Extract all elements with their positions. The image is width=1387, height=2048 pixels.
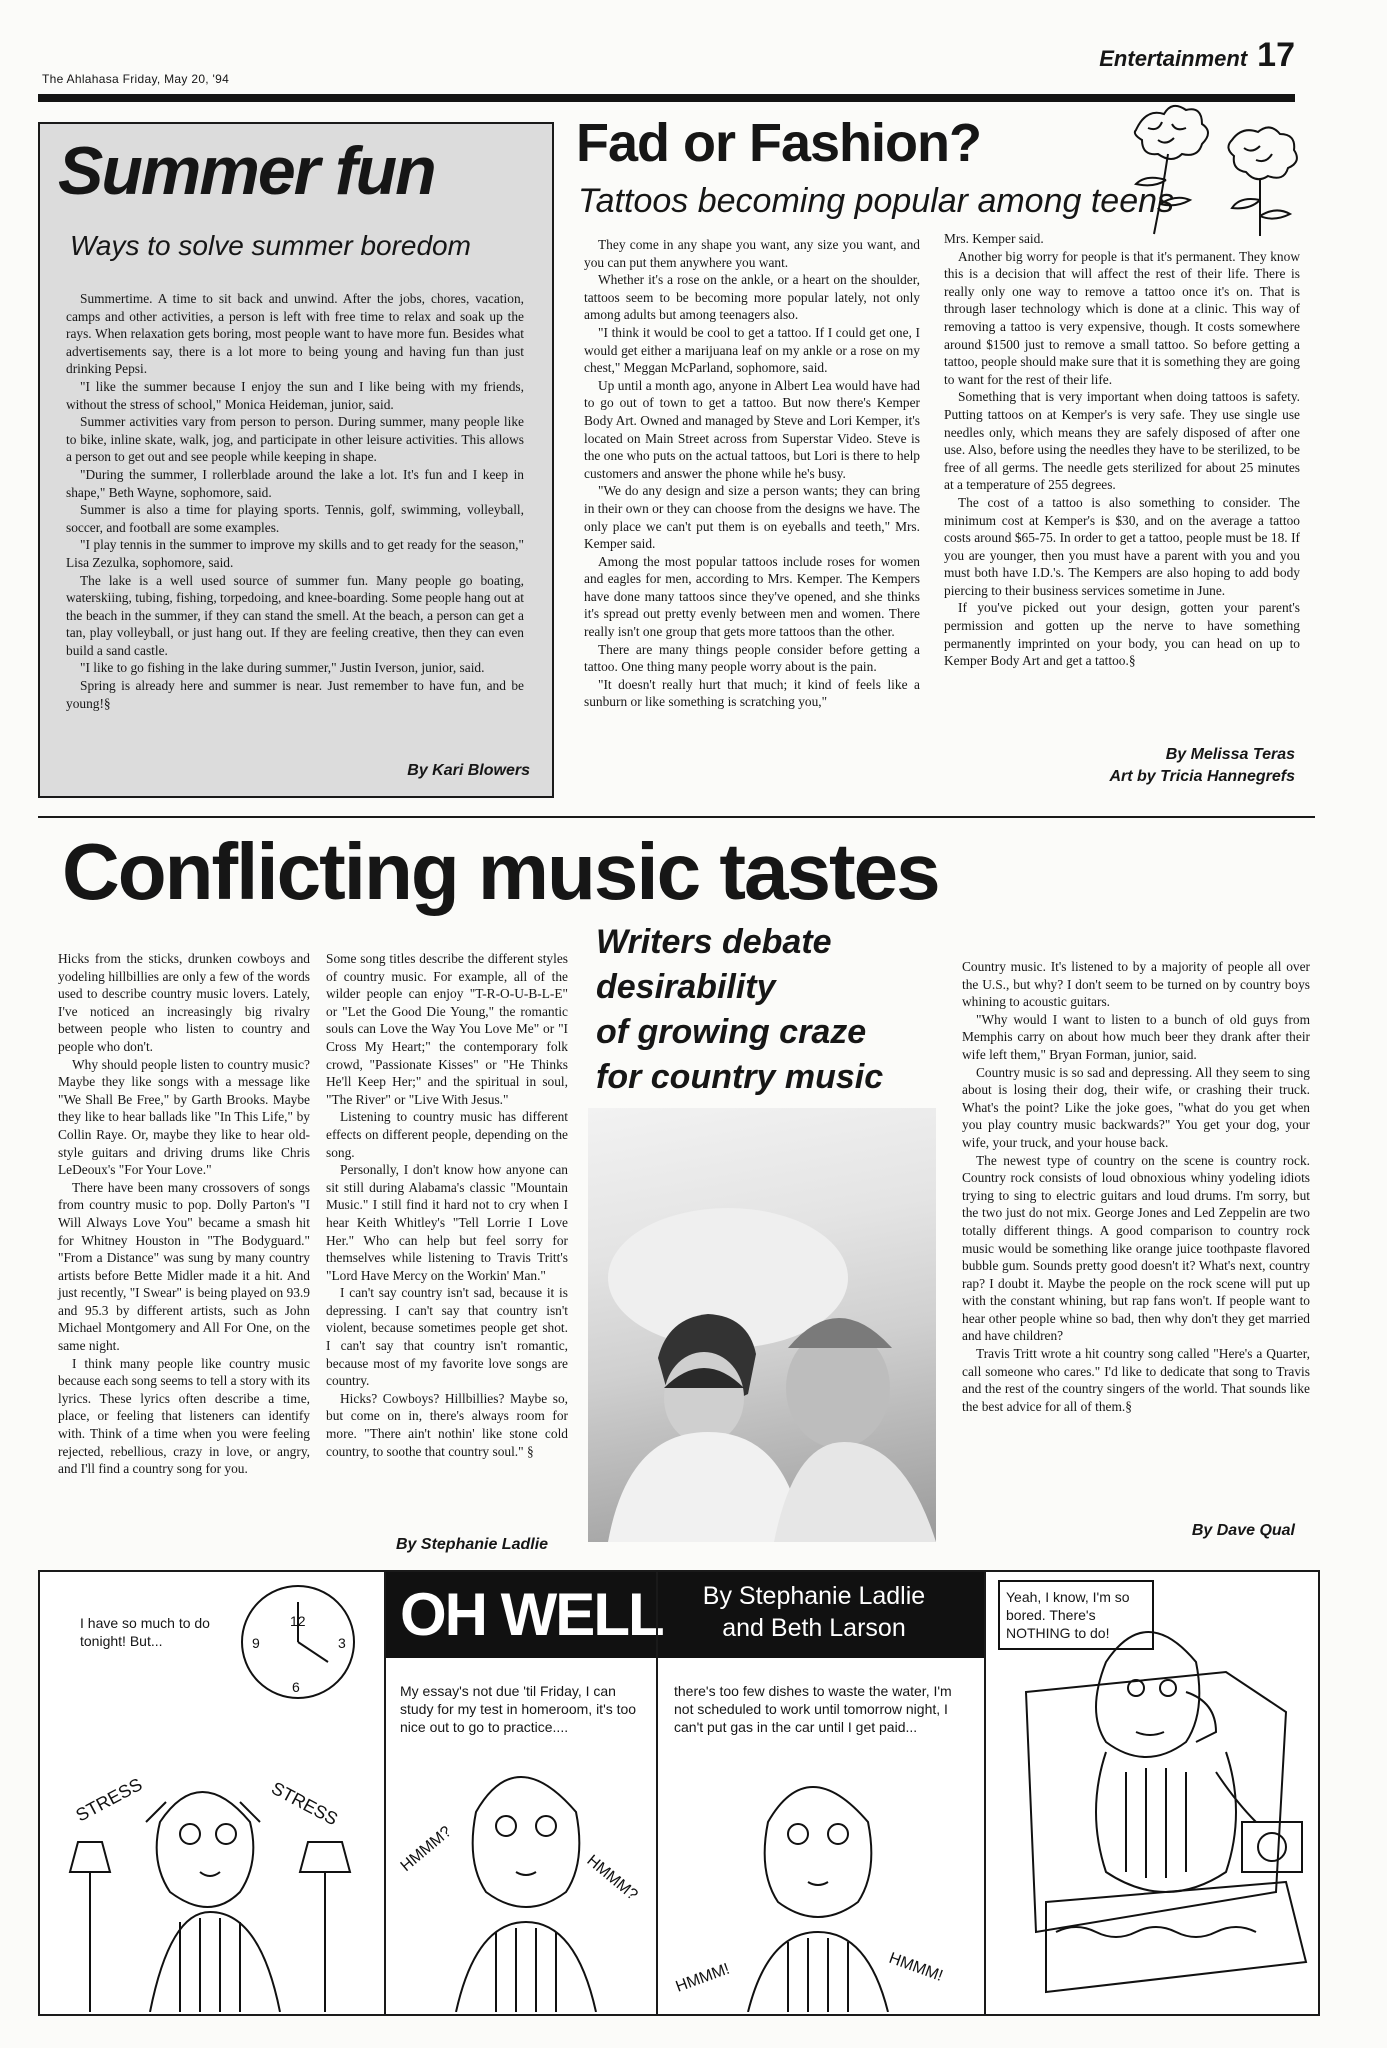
students-photo: [588, 1108, 936, 1542]
hmm-exclaim-left: HMMM!: [673, 1960, 732, 1996]
paragraph: Country music. It's listened to by a majority of people all over the U.S., but why? I don't seem to be turned on by country boys whining to acoustic guitars.: [962, 959, 1310, 1010]
summer-fun-title: Summer fun: [58, 133, 435, 209]
paragraph: Hicks from the sticks, drunken cowboys and yodeling hillbillies are only a few of the words used to describe country music lovers. Lately, I've noticed an increasingly big rivalry between people who listen to country and people who don't.: [58, 951, 310, 1054]
paragraph: "I think it would be cool to get a tattoo. If I could get one, I would get either a marijuana leaf on my ankle or a rose on my chest," Meggan McParland, sophomore, said.: [584, 324, 920, 376]
stressed-girl-drawing: [40, 1572, 386, 2012]
clock-6: 6: [292, 1679, 300, 1695]
deck-line: Writers debate: [596, 923, 832, 961]
music-byline-1: By Stephanie Ladlie: [396, 1536, 549, 1553]
hmm-exclaim-right: HMMM!: [886, 1949, 946, 1985]
stress-sfx-left: STRESS: [72, 1774, 146, 1826]
stress-sfx-right: STRESS: [268, 1777, 342, 1830]
paragraph: Country music is so sad and depressing. All they seem to sing about is losing their dog, their wife, or crashing their truck. What's the point? Like the joke goes, "what do you get when you play country music backwards?" You get your dog, your wife, your truck, and your house back.: [962, 1064, 1310, 1150]
paragraph: Mrs. Kemper said.: [944, 231, 1044, 246]
masthead-left: The Ahlahasa Friday, May 20, '94: [42, 72, 230, 86]
paragraph: "It doesn't really hurt that much; it kind of feels like a sunburn or like something is scratching you,": [584, 676, 920, 710]
paragraph: Another big worry for people is that it's permanent. They know this is a decision that will affect the rest of their life. There is really only one way to remove a tattoo once it's on. That is through laser technology which is done at a clinic. This way of removing a tattoo is very expensive, though. It costs somewhere around $1500 just to remove a small tattoo. So before getting a tattoo, people should make sure that it is something they are going to want for the rest of their life.: [944, 248, 1300, 387]
comic-caption-2: My essay's not due 'til Friday, I can study for my test in homeroom, it's too nice out to go to practice....: [400, 1683, 637, 1735]
deck-line: desirability: [596, 968, 776, 1006]
paragraph: There have been many crossovers of songs from country music to pop. Dolly Parton's "I Will Always Love You" became a smash hit for Whitney Houston in "The Bodyguard." "From a Distance" was sung by many country artists before Bette Midler made it a hit. And just recently, "I Swear" is being played on 93.9 and 95.3 by different artists, such as John Michael Montgomery and All For One, on the same night.: [58, 1179, 310, 1354]
clock-12: 12: [290, 1613, 306, 1629]
deck-line: for country music: [596, 1058, 884, 1096]
paragraph: Listening to country music has different effects on different people, depending on the song.: [326, 1109, 568, 1160]
summer-fun-subtitle: Ways to solve summer boredom: [70, 230, 471, 261]
section-name: Entertainment: [1099, 46, 1248, 71]
hmm-sfx-left: HMMM?: [397, 1823, 455, 1876]
music-title: Conflicting music tastes: [62, 827, 939, 916]
tattoo-title: Fad or Fashion?: [576, 113, 982, 173]
tattoo-column-1: [584, 236, 920, 711]
comic-panel-1: [40, 1572, 386, 2014]
photo-figures: [588, 1108, 936, 1542]
section-divider: [38, 816, 1315, 818]
paragraph: Summertime. A time to sit back and unwind. After the jobs, chores, vacation, camps and other activities, a person is left with free time to relax and soak up the rays. When relaxation gets boring, most people want to have more fun. Besides what advertisements say, there is a lot more to being young and having fun than just drinking Pepsi.: [66, 291, 524, 377]
paragraph: "I play tennis in the summer to improve my skills and to get ready for the season," Lisa Zezulka, sophomore, said.: [66, 537, 524, 570]
tattoo-column-2: [944, 230, 1300, 670]
comic-strip: [38, 1570, 1320, 2016]
comic-byline-line-2: and Beth Larson: [722, 1614, 906, 1642]
bored-girl-on-phone-drawing: [986, 1572, 1318, 2012]
paragraph: Spring is already here and summer is near. Just remember to have fun, and be young!§: [66, 678, 524, 711]
paragraph: Up until a month ago, anyone in Albert Lea would have had to go out of town to get a tattoo. But now there's Kemper Body Art. Owned and managed by Steve and Lori Kemper, it's located on Main Street across from Superstar Video. Steve is the one who puts on the actual tattoos, but Lori is there to help customers and answer the phone while he's busy.: [584, 377, 920, 481]
comic-caption-4: Yeah, I know, I'm so bored. There's NOTHING to do!: [998, 1580, 1154, 1650]
paragraph: Whether it's a rose on the ankle, or a heart on the shoulder, tattoos seem to be becoming more popular lately, not only among adults but among teenagers also.: [584, 272, 920, 323]
paragraph: Hicks? Cowboys? Hillbillies? Maybe so, but come on in, there's always room for more. "There ain't nothin' like stone cold country, to soothe that country soul." §: [326, 1390, 568, 1459]
music-byline-2: By Dave Qual: [1191, 1522, 1295, 1539]
music-column-1: [58, 950, 310, 1478]
tattoo-art-credit: Art by Tricia Hannegrefs: [1109, 768, 1295, 785]
carnation-flowers-art: [1128, 100, 1308, 240]
paragraph: I can't say country isn't sad, because it is depressing. I can't say that country isn't violent, because sometimes people get shot. I can't say that country isn't romantic, because most of my favorite love songs are country.: [326, 1285, 568, 1389]
clock-9: 9: [252, 1635, 260, 1651]
tattoo-byline: By Melissa Teras: [1165, 746, 1295, 763]
summer-fun-byline: By Kari Blowers: [407, 762, 530, 779]
paragraph: Personally, I don't know how anyone can sit still during Alabama's classic "Mountain Music." I still find it hard not to cry when I hear Keith Whitley's "Tell Lorrie I Love Her." Who can help but feel sorry for themselves while listening to Travis Tritt's "Lord Have Mercy on the Workin' Man.": [326, 1162, 568, 1283]
paragraph: Summer is also a time for playing sports. Tennis, golf, swimming, volleyball, soccer, and football are some examples.: [66, 502, 524, 535]
comic-panel-2: [386, 1572, 658, 2014]
clock-3: 3: [338, 1635, 346, 1651]
paragraph: "Why would I want to listen to a bunch of old guys from Memphis carry on about how much beer they drank after their wife left them," Bryan Forman, junior, said.: [962, 1011, 1310, 1062]
paragraph: The lake is a well used source of summer fun. Many people go boating, waterskiing, tubing, fishing, torpedoing, and knee-boarding. Some people hang out at the beach in the summer, if they can stand the smell. At the beach, a person can get a tan, play volleyball, or just hang out. If they are feeling creative, then they can even build a sand castle.: [66, 572, 524, 658]
paragraph: Why should people listen to country music? Maybe they like songs with a message like "We Shall Be Free," by Garth Brooks. Maybe they like to hear ballads like "In This Life," by Collin Raye. Or, maybe they like to hear old-style guitars and driving drums like Chris LeDeoux's "For Your Love.": [58, 1056, 310, 1178]
page-number: 17: [1257, 36, 1295, 74]
paragraph: Something that is very important when doing tattoos is safety. Putting tattoos on at Kemper's is very safe. They use single use needles only, which means they are safely disposed of after one use. Also, before using the needles they have to be sterilized, to be free of all germs. The needle gets sterilized for about 25 minutes at a temperature of 255 degrees.: [944, 389, 1300, 493]
paragraph: "I like the summer because I enjoy the sun and I like being with my friends, without the stress of school," Monica Heideman, junior, said.: [66, 378, 524, 412]
section-header: [1099, 38, 1295, 72]
comic-panel-3: [658, 1572, 986, 2014]
comic-caption-1: I have so much to do tonight! But...: [80, 1615, 210, 1649]
summer-fun-box: [38, 122, 554, 798]
paragraph: If you've picked out your design, gotten your parent's permission and gotten up the nerve to have something permanently imprinted on your body, you can head on up to Kemper Body Art and get a tattoo.§: [944, 600, 1300, 669]
music-column-3: [962, 958, 1310, 1415]
comic-title: OH WELL: [400, 1581, 663, 1648]
tattoo-subtitle: Tattoos becoming popular among teens: [578, 182, 1175, 220]
comic-caption-3: there's too few dishes to waste the water, I'm not scheduled to work until tomorrow night, I can't put gas in the car until I get paid...: [674, 1683, 952, 1735]
deck-line: of growing craze: [596, 1013, 867, 1051]
paragraph: The newest type of country on the scene is country rock. Country rock consists of loud obnoxious whiny yodeling idiots trying to sing to electric guitars and loud drums. I'm sorry, but the two just do not mix. George Jones and Led Zeppelin are two totally different things. A good comparison to country rock music would be something like orange juice toothpaste flavored bubble gum. Sounds pretty good doesn't it? What's next, country rap? I doubt it. Maybe the people on the rock scene will put up with the constant whining, but rap fans won't. If people want to hear other people whine so bad, then why don't they get married and have children?: [962, 1152, 1310, 1344]
music-deck: [596, 920, 936, 1100]
paragraph: Travis Tritt wrote a hit country song called "Here's a Quarter, call someone who cares." I'd like to dedicate that song to Travis and the rest of the country singers of the world. That sounds like the best advice for all of them.§: [962, 1346, 1310, 1414]
summer-fun-body: [66, 290, 524, 712]
paragraph: Among the most popular tattoos include roses for women and eagles for men, according to Mrs. Kemper. The Kempers have done many tattoos since they've opened, and she thinks it's spread out pretty evenly between men and women. There really isn't one group that gets more tattoos than the other.: [584, 553, 920, 640]
thinking-girl-drawing-1: [386, 1572, 658, 2012]
paragraph: They come in any shape you want, any size you want, and you can put them anywhere you want.: [584, 237, 920, 270]
comic-byline-line-1: By Stephanie Ladlie: [702, 1582, 926, 1610]
paragraph: I think many people like country music because each song seems to tell a story with its lyrics. These lyrics often describe a time, place, or feeling that listeners can identify with. Think of a time when you were feeling rejected, rebellious, crazy in love, or angry, and I'll find a country song for you.: [58, 1355, 310, 1477]
paragraph: There are many things people consider before getting a tattoo. One thing many people worry about is the pain.: [584, 641, 920, 675]
music-column-2: [326, 950, 568, 1460]
paragraph: "I like to go fishing in the lake during summer," Justin Iverson, junior, said.: [80, 660, 485, 676]
header-rule: [38, 94, 1295, 102]
hmm-sfx-right: HMMM?: [583, 1852, 641, 1904]
paragraph: "During the summer, I rollerblade around the lake a lot. It's fun and I keep in shape," Beth Wayne, sophomore, said.: [66, 466, 524, 500]
paragraph: "We do any design and size a person wants; they can bring in their own or they can choose from the designs we have. The only place we can't put them is on eyeballs and teeth," Mrs. Kemper said.: [584, 483, 920, 552]
paragraph: Summer activities vary from person to person. During summer, many people like to bike, inline skate, walk, jog, and participate in other leisure activities. This allows a person to get out and see people while keeping in shape.: [66, 414, 524, 465]
paragraph: The cost of a tattoo is also something to consider. The minimum cost at Kemper's is $30, and on the average a tattoo costs around $65-75. In order to get a tattoo, people must be 18. If you are younger, then you must have a parent with you and you must both have I.D.'s. The Kempers are also hoping to add body piercing to their business services sometime in June.: [944, 494, 1300, 598]
paragraph: Some song titles describe the different styles of country music. For example, all of the wilder people can enjoy "T-R-O-U-B-L-E" or "Let the Good Die Young," the romantic souls can Love the Way You Love Me" or "I Cross My Heart;" the contemporary folk crowd, "Passionate Kisses" or "He Thinks He'll Keep Her;" and the spiritual in soul, "The River" or "Live With Jesus.": [326, 951, 568, 1107]
comic-panel-4: [986, 1572, 1318, 2014]
thinking-girl-drawing-2: [658, 1572, 986, 2012]
